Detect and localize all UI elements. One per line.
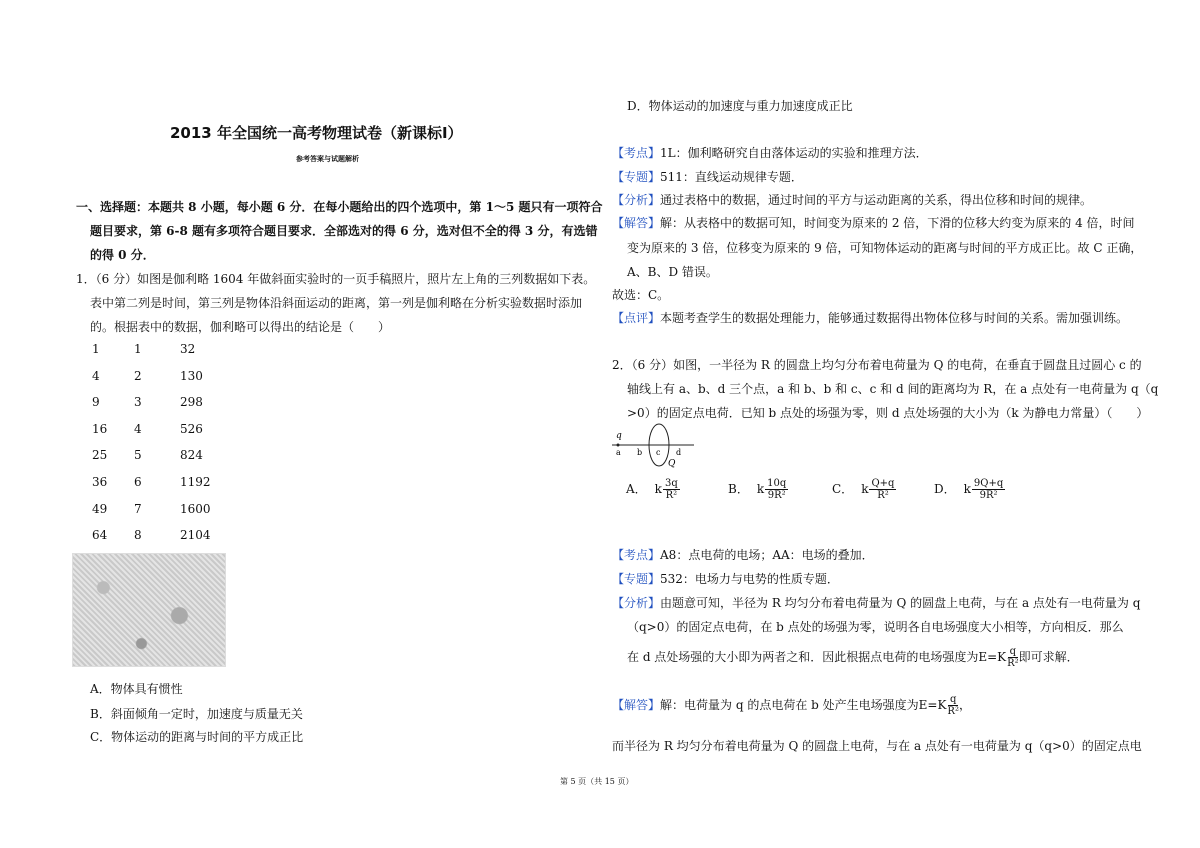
- q1-zhuanti-text: 511：直线运动规律专题．: [660, 170, 803, 184]
- manuscript-photo: [72, 553, 226, 667]
- table-cell: 298: [180, 395, 203, 410]
- option-fraction: [663, 478, 680, 501]
- zhuanti-tag: 【专题】: [612, 572, 661, 586]
- option-label: B．: [728, 482, 749, 496]
- charged-disk-diagram: [610, 420, 700, 470]
- table-cell: 49: [92, 501, 108, 516]
- q1-stem-line1: 1．（6 分）如图是伽利略 1604 年做斜面实验时的一页手稿照片，照片左上角的三列数据如下表。: [76, 272, 596, 286]
- table-cell: 8: [134, 528, 142, 543]
- option-denominator: R²: [877, 490, 889, 501]
- q2-zhuanti: [612, 570, 839, 587]
- option-label: A．: [626, 482, 647, 496]
- table-cell: 2104: [180, 528, 211, 543]
- q1-option-c: C．物体运动的距离与时间的平方成正比: [90, 730, 304, 744]
- jieda-tag: 【解答】: [612, 216, 661, 230]
- q1-jieda: [612, 214, 1135, 231]
- q1-stem-line3: 的。根据表中的数据，伽利略可以得出的结论是（ ）: [90, 320, 391, 334]
- section-heading-line3: 的得 0 分．: [90, 248, 155, 262]
- table-cell: 824: [180, 448, 203, 463]
- page-subtitle: 参考答案与试题解析: [296, 155, 359, 163]
- q2-kaodian: [612, 546, 874, 563]
- formula-fraction: [947, 694, 959, 717]
- q2-fenxi-text1: 由题意可知，半径为 R 均匀分布着电荷量为 Q 的圆盘上电荷，与在 a 点处有一电荷量为 q: [660, 596, 1141, 610]
- option-numerator: 9Q+q: [973, 478, 1004, 489]
- table-cell: 1: [134, 342, 142, 356]
- option-fraction: [765, 478, 788, 501]
- table-cell: 25: [92, 448, 108, 463]
- q2-fenxi-text3b: 即可求解．: [1018, 650, 1079, 664]
- q1-option-d: D．物体运动的加速度与重力加速度成正比: [627, 99, 853, 113]
- kaodian-tag: 【考点】: [612, 548, 661, 562]
- q1-jieda-line3: A、B、D 错误。: [627, 265, 718, 279]
- q2-option: [832, 478, 896, 501]
- formula-denominator: R²: [947, 706, 959, 717]
- q1-option-a: A．物体具有惯性: [90, 682, 183, 696]
- table-cell: 9: [92, 395, 100, 410]
- formula-fraction: [1007, 646, 1019, 669]
- q1-kaodian: [612, 144, 928, 161]
- formula-numerator: q: [1009, 646, 1017, 657]
- table-cell: 16: [92, 421, 108, 436]
- formula-lhs: E=K: [978, 650, 1007, 664]
- page-title: 2013 年全国统一高考物理试卷（新课标Ⅰ）: [170, 124, 463, 142]
- q2-fenxi-text3a: 在 d 点处场强的大小即为两者之和．因此根据点电荷的电场强度为: [627, 650, 979, 664]
- q2-zhuanti-text: 532：电场力与电势的性质专题．: [660, 572, 839, 586]
- q2-fenxi-line2: （q>0）的固定点电荷，在 b 点处的场强为零，说明各自电场强度大小相等，方向相反．那么: [627, 620, 1124, 634]
- label-q: q: [616, 431, 622, 441]
- q2-fenxi-line3: [627, 646, 1079, 669]
- q2-option: [626, 478, 680, 501]
- fenxi-tag: 【分析】: [612, 596, 661, 610]
- table-cell: 2: [134, 368, 142, 383]
- q2-kaodian-text: A8：点电荷的电场；AA：电场的叠加．: [660, 548, 874, 562]
- option-label: D．: [934, 482, 956, 496]
- q2-stem-line1: 2．（6 分）如图，一半径为 R 的圆盘上均匀分布着电荷量为 Q 的电荷，在垂直于圆盘且过圆心 c 的: [612, 358, 1142, 372]
- q2-fenxi: [612, 594, 1140, 611]
- table-cell: 3: [134, 395, 142, 410]
- formula-numerator: q: [949, 694, 957, 705]
- label-b: b: [637, 448, 643, 457]
- option-denominator: 9R²: [979, 490, 998, 501]
- point-charge: [617, 444, 620, 447]
- table-cell: 1600: [180, 501, 211, 516]
- table-cell: 1: [92, 342, 100, 356]
- q1-jieda-text1: 解：从表格中的数据可知，时间变为原来的 2 倍，下滑的位移大约变为原来的 4 倍，时间: [660, 216, 1135, 230]
- q1-dianping-text: 本题考查学生的数据处理能力，能够通过数据得出物体位移与时间的关系。需加强训练。: [660, 311, 1129, 325]
- q1-fenxi: [612, 191, 1092, 208]
- option-numerator: Q+q: [871, 478, 895, 489]
- q2-option: [728, 478, 788, 501]
- q2-jieda: [612, 694, 971, 717]
- q1-jieda-line2: 变为原来的 3 倍，位移变为原来的 9 倍，可知物体运动的距离与时间的平方成正比。故 C 正确，: [627, 241, 1143, 255]
- q1-zhuanti: [612, 168, 803, 185]
- label-d: d: [676, 448, 682, 457]
- option-fraction: [869, 478, 896, 501]
- label-a: a: [616, 448, 621, 457]
- option-k: k: [654, 482, 662, 496]
- label-c: c: [656, 448, 661, 457]
- option-denominator: R²: [665, 490, 678, 501]
- table-cell: 32: [180, 342, 196, 356]
- table-cell: 130: [180, 368, 203, 383]
- q2-stem-line3: >0）的固定点电荷．已知 b 点处的场强为零，则 d 点处场强的大小为（k 为静电力常量）（ ）: [627, 406, 1149, 420]
- section-heading-line2: 题目要求，第 6-8 题有多项符合题目要求．全部选对的得 6 分，选对但不全的得 3 分，有选错: [90, 224, 598, 238]
- table-cell: 6: [134, 475, 142, 489]
- q1-fenxi-text: 通过表格中的数据，通过时间的平方与运动距离的关系，得出位移和时间的规律。: [660, 193, 1093, 207]
- option-fraction: [972, 478, 1005, 501]
- fenxi-tag: 【分析】: [612, 193, 661, 207]
- option-numerator: 10q: [767, 478, 787, 489]
- q1-dianping: [612, 309, 1128, 326]
- q2-option: [934, 478, 1005, 501]
- option-denominator: 9R²: [767, 490, 786, 501]
- q1-kaodian-text: 1L：伽利略研究自由落体运动的实验和推理方法．: [660, 146, 928, 160]
- q1-option-b: B．斜面倾角一定时，加速度与质量无关: [90, 707, 303, 721]
- option-k: k: [963, 482, 971, 496]
- option-k: k: [861, 482, 869, 496]
- q1-stem-line2: 表中第二列是时间，第三列是物体沿斜面运动的距离，第一列是伽利略在分析实验数据时添加: [90, 296, 583, 310]
- table-cell: 4: [92, 368, 100, 383]
- label-Q: Q: [668, 459, 676, 469]
- section-heading-line1: 一、选择题：本题共 8 小题，每小题 6 分．在每小题给出的四个选项中，第 1～5 题只有一项符合: [76, 200, 603, 214]
- table-cell: 36: [92, 475, 108, 489]
- formula-denominator: R²: [1007, 658, 1019, 669]
- page-number: 第 5 页（共 15 页）: [560, 777, 634, 786]
- q2-jieda-text1a: 解：电荷量为 q 的点电荷在 b 处产生电场强度为: [660, 698, 919, 712]
- q2-stem-line2: 轴线上有 a、b、d 三个点，a 和 b、b 和 c、c 和 d 间的距离均为 R，在 a 点处有一电荷量为 q（q: [627, 382, 1159, 396]
- table-cell: 526: [180, 421, 203, 436]
- table-cell: 4: [134, 421, 142, 436]
- q2-jieda-text1b: ，: [958, 698, 971, 712]
- option-k: k: [756, 482, 765, 496]
- table-cell: 1192: [180, 475, 211, 489]
- dianping-tag: 【点评】: [612, 311, 661, 325]
- table-cell: 5: [134, 448, 142, 463]
- option-label: C．: [832, 482, 854, 496]
- q1-answer: 故选：C。: [612, 288, 670, 302]
- jieda-tag: 【解答】: [612, 698, 661, 712]
- option-numerator: 3q: [664, 478, 678, 489]
- q2-last-line: 而半径为 R 均匀分布着电荷量为 Q 的圆盘上电荷，与在 a 点处有一电荷量为 q（q>0）的固定点电: [612, 739, 1142, 753]
- kaodian-tag: 【考点】: [612, 146, 661, 160]
- table-cell: 64: [92, 528, 108, 543]
- formula-lhs: E=K: [918, 698, 947, 712]
- table-cell: 7: [134, 501, 142, 516]
- zhuanti-tag: 【专题】: [612, 170, 661, 184]
